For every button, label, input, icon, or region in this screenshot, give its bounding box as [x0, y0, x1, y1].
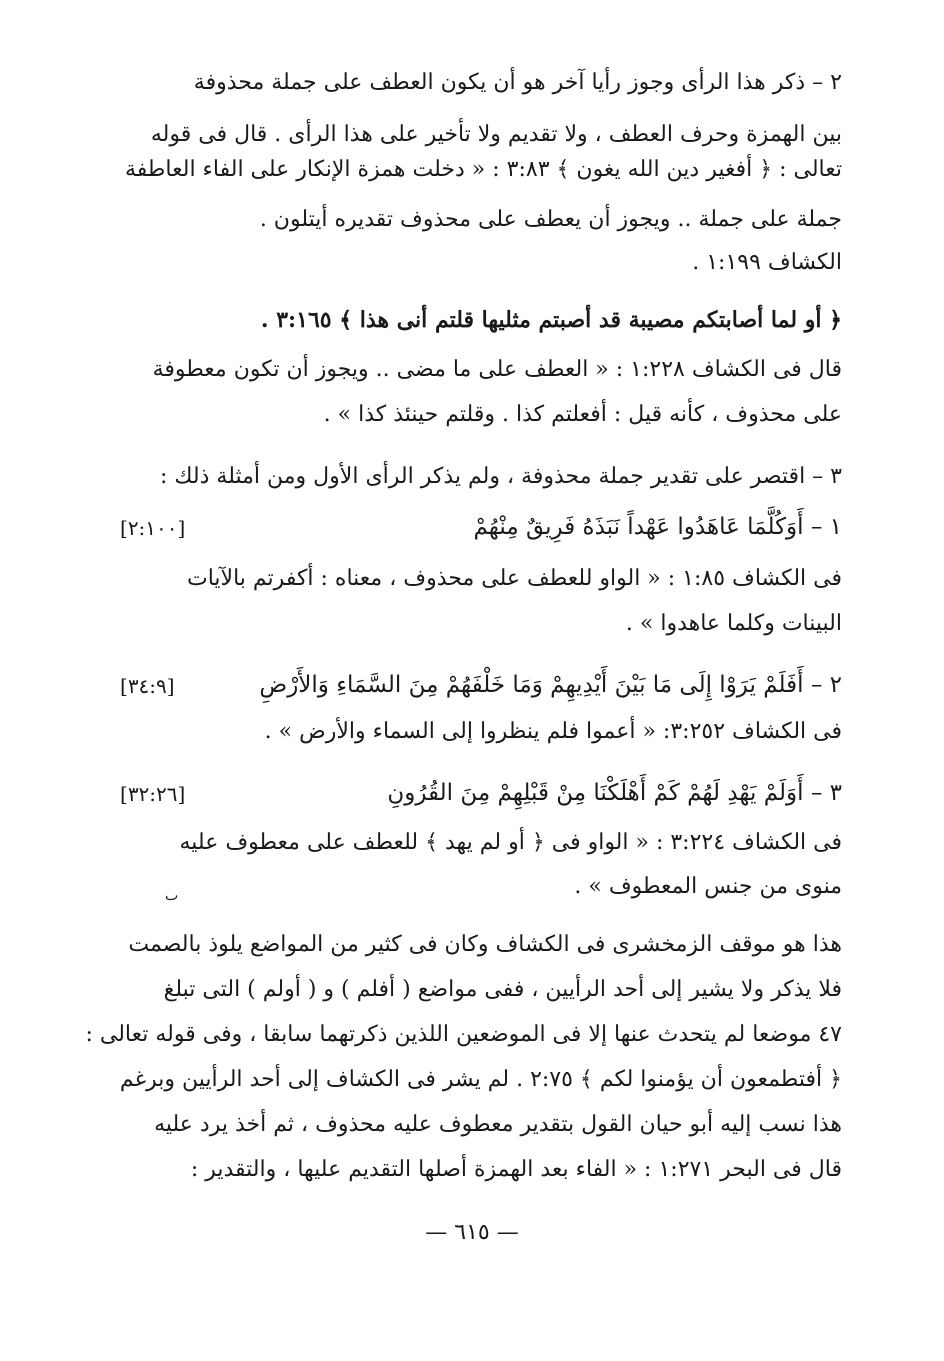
text-line: الكشاف ١:١٩٩ . [692, 250, 842, 275]
text-line: ٤٧ موضعا لم يتحدث عنها إلا فى الموضعين اللذين ذكرتهما سابقا ، وفى قوله تعالى : [85, 1022, 842, 1047]
text-line: قال فى البحر ١:٢٧١ : « الفاء بعد الهمزة أصلها التقديم عليها ، والتقدير : [190, 1157, 842, 1182]
text-line: هذا نسب إليه أبو حيان القول بتقدير معطوف عليه محذوف ، ثم أخذ يرد عليه [154, 1112, 842, 1137]
text-line: البينات وكلما عاهدوا » . [625, 611, 842, 636]
text-line: فلا يذكر ولا يشير إلى أحد الرأيين ، ففى مواضع ( أفلم ) و ( أولم ) التى تبلغ [163, 977, 842, 1002]
quran-verse-line: ﴿ أو لما أصابتكم مصيبة قد أصبتم مثليها قلتم أنى هذا ﴾ ٣:١٦٥ . [260, 307, 842, 333]
quran-verse-line: ٣ – أَوَلَمْ يَهْدِ لَهُمْ كَمْ أَهْلَكْنَا مِنْ قَبْلِهِمْ مِنَ القُرُونِ [387, 780, 842, 806]
text-line: ﴿ أفتطمعون أن يؤمنوا لكم ﴾ ٢:٧٥ . لم يشر فى الكشاف إلى أحد الرأيين وبرغم [119, 1067, 842, 1092]
text-line: جملة على جملة .. ويجوز أن يعطف على محذوف تقديره أيتلون . [259, 207, 842, 232]
text-line: فى الكشاف ٣:٢٥٢: « أعموا فلم ينظروا إلى السماء والأرض » . [264, 719, 842, 744]
text-line: فى الكشاف ١:٨٥ : « الواو للعطف على محذوف ، معناه : أكفرتم بالآيات [187, 566, 842, 591]
text-line: ٣ – اقتصر على تقدير جملة محذوفة ، ولم يذكر الرأى الأول ومن أمثلة ذلك : [159, 464, 842, 489]
text-line: تعالى : ﴿ أفغير دين الله يغون ﴾ ٣:٨٣ : « دخلت همزة الإنكار على الفاء العاطفة [125, 157, 842, 182]
text-line: هذا هو موقف الزمخشرى فى الكشاف وكان فى كثير من المواضع يلوذ بالصمت [128, 932, 842, 957]
verse-reference: [٣٤:٩] [120, 674, 175, 698]
text-line: على محذوف ، كأنه قيل : أفعلتم كذا . وقلتم حينئذ كذا » . [323, 402, 842, 427]
quran-verse-line: ١ – أَوَكُلَّمَا عَاهَدُوا عَهْداً نَبَذَهُ فَرِيقٌ مِنْهُمْ [473, 514, 842, 540]
stray-mark: ٮ [165, 888, 179, 904]
verse-reference: [٢:١٠٠] [120, 516, 186, 540]
text-line: ٢ – ذكر هذا الرأى وجوز رأيا آخر هو أن يكون العطف على جملة محذوفة [193, 70, 842, 95]
text-line: منوى من جنس المعطوف » . [574, 874, 842, 899]
quran-verse-line: ٢ – أَفَلَمْ يَرَوْا إِلَى مَا بَيْنَ أَيْدِيهِمْ وَمَا خَلْفَهُمْ مِنَ السَّمَاءِ وَالأَرْضِ [259, 672, 842, 698]
verse-reference: [٣٢:٢٦] [120, 782, 186, 806]
page-number: — ٦١٥ — [425, 1220, 519, 1245]
text-line: بين الهمزة وحرف العطف ، ولا تقديم ولا تأخير على هذا الرأى . قال فى قوله [150, 122, 842, 147]
text-line: قال فى الكشاف ١:٢٢٨ : « العطف على ما مضى .. ويجوز أن تكون معطوفة [152, 357, 842, 382]
text-line: فى الكشاف ٣:٢٢٤ : « الواو فى ﴿ أو لم يهد ﴾ للعطف على معطوف عليه [179, 830, 842, 855]
